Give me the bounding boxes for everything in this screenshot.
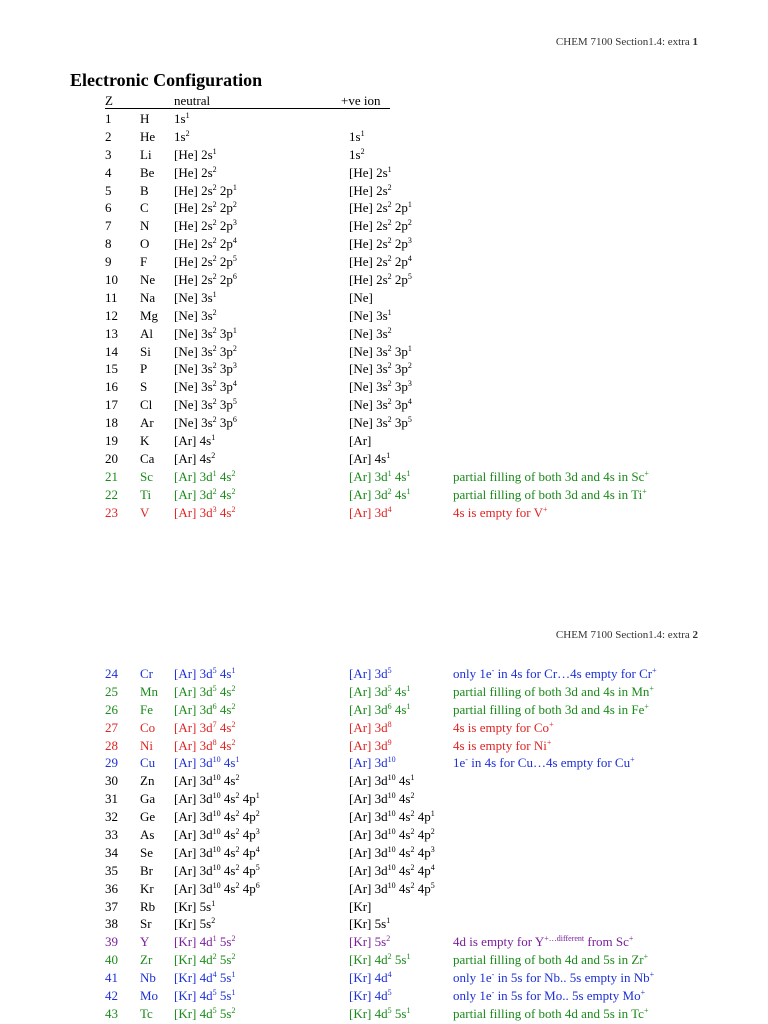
cell-ion-config: [Ar] $3d^5$ <box>349 666 392 681</box>
table-row <box>0 772 768 790</box>
table-row <box>0 289 768 307</box>
table-row <box>0 701 768 719</box>
table-row <box>0 360 768 378</box>
table-row <box>0 253 768 271</box>
cell-symbol: Br <box>140 862 153 878</box>
config-table-page-1 <box>0 110 768 521</box>
cell-neutral-config: [Ar] $3d^{10}$ $4s^2$ $4p^5$ <box>174 862 260 878</box>
cell-z: 33 <box>105 827 118 843</box>
cell-ion-config: [Ne] $3s^2$ $3p^5$ <box>349 415 412 431</box>
cell-symbol: Ti <box>140 486 152 502</box>
cell-neutral-config: [Kr] $4d^1$ $5s^2$ <box>174 934 236 950</box>
cell-neutral-config: [He] $2s^2$ $2p^5$ <box>174 254 237 270</box>
table-row <box>0 307 768 325</box>
cell-z: 28 <box>105 737 118 753</box>
cell-neutral-config: [Kr] $5s^2$ <box>174 916 216 932</box>
cell-ion-config: [Ne] $3s^2$ $3p^2$ <box>349 361 412 377</box>
cell-neutral-config: [Kr] $5s^1$ <box>174 898 216 914</box>
cell-ion-config: [Ar] $3d^{10}$ $4s^2$ $4p^3$ <box>349 844 435 860</box>
header-text: CHEM 7100 Section1.4: extra <box>555 629 693 641</box>
cell-symbol: V <box>140 504 150 520</box>
cell-z: 2 <box>105 128 112 144</box>
cell-z: 42 <box>105 988 118 1004</box>
cell-symbol: Ge <box>140 809 156 825</box>
table-row <box>0 719 768 737</box>
page-header <box>556 629 698 641</box>
cell-ion-config: [Ne] $3s^2$ <box>349 325 392 341</box>
cell-symbol: Tc <box>140 1005 153 1021</box>
cell-note: partial filling of both 3d and 4s in Mn+ <box>453 683 654 699</box>
cell-ion-config: [Ar] $3d^{10}$ $4s^2$ $4p^4$ <box>349 862 435 878</box>
cell-ion-config: [He] $2s^1$ <box>349 164 392 180</box>
cell-z: 41 <box>105 970 118 986</box>
cell-ion-config: [He] $2s^2$ $2p^2$ <box>349 218 412 234</box>
table-row <box>0 182 768 200</box>
cell-note: only 1e- in 5s for Nb.. 5s empty in Nb+ <box>453 970 655 986</box>
cell-z: 30 <box>105 773 118 789</box>
cell-ion-config: [He] $2s^2$ $2p^5$ <box>349 272 412 288</box>
cell-ion-config: [Ar] $3d^{10}$ $4s^2$ $4p^1$ <box>349 809 435 825</box>
cell-symbol: H <box>140 111 150 126</box>
cell-note: only 1e- in 5s for Mo.. 5s empty Mo+ <box>453 988 646 1004</box>
cell-symbol: Y <box>140 934 150 950</box>
cell-z: 16 <box>105 379 118 395</box>
cell-ion-config: [Kr] $4d^2$ $5s^1$ <box>349 952 411 968</box>
cell-ion-config: [Ne] $3s^1$ <box>349 307 392 323</box>
cell-neutral-config: $1s^2$ <box>174 128 190 144</box>
cell-z: 3 <box>105 146 112 162</box>
cell-z: 21 <box>105 468 118 484</box>
cell-neutral-config: [Ne] $3s^2$ $3p^4$ <box>174 379 237 395</box>
table-row <box>0 468 768 486</box>
cell-ion-config: [Ne] <box>349 289 373 305</box>
cell-neutral-config: [Kr] $4d^2$ $5s^2$ <box>174 952 236 968</box>
cell-z: 6 <box>105 200 112 216</box>
cell-neutral-config: [Ne] $3s^1$ <box>174 289 217 305</box>
cell-z: 40 <box>105 952 118 968</box>
cell-neutral-config: [Ar] $3d^{10}$ $4s^2$ $4p^3$ <box>174 827 260 843</box>
cell-ion-config: [Kr] <box>349 898 372 914</box>
cell-ion-config: [Ne] $3s^2$ $3p^1$ <box>349 343 412 359</box>
cell-ion-config: [Ar] $3d^6$ $4s^1$ <box>349 701 411 717</box>
cell-symbol: As <box>140 827 155 843</box>
cell-neutral-config: [Ar] $4s^2$ <box>174 450 216 466</box>
table-row <box>0 862 768 880</box>
table-row <box>0 343 768 361</box>
cell-z: 36 <box>105 880 118 896</box>
table-row <box>0 933 768 951</box>
cell-neutral-config: [Ar] $3d^8$ $4s^2$ <box>174 737 236 753</box>
cell-symbol: S <box>140 379 148 395</box>
cell-z: 14 <box>105 343 118 359</box>
column-header-ion: +ve ion <box>341 93 381 108</box>
cell-symbol: K <box>140 433 150 449</box>
cell-neutral-config: [He] $2s^2$ $2p^4$ <box>174 236 237 252</box>
cell-neutral-config: [Ne] $3s^2$ <box>174 307 217 323</box>
cell-neutral-config: [Ne] $3s^2$ $3p^1$ <box>174 325 237 341</box>
header-text: CHEM 7100 Section1.4: extra <box>555 36 693 48</box>
table-row <box>0 808 768 826</box>
cell-neutral-config: [He] $2s^1$ <box>174 146 217 162</box>
table-row <box>0 199 768 217</box>
cell-symbol: F <box>140 254 148 270</box>
cell-z: 22 <box>105 486 118 502</box>
table-row <box>0 325 768 343</box>
page-header <box>556 36 698 48</box>
cell-ion-config: [Ar] $3d^5$ $4s^1$ <box>349 683 411 699</box>
cell-z: 35 <box>105 862 118 878</box>
table-row <box>0 826 768 844</box>
cell-ion-config: [He] $2s^2$ $2p^3$ <box>349 236 412 252</box>
cell-symbol: Zr <box>140 952 153 968</box>
table-row <box>0 432 768 450</box>
cell-symbol: O <box>140 236 150 252</box>
cell-neutral-config: [Ar] $3d^7$ $4s^2$ <box>174 719 236 735</box>
cell-symbol: Al <box>140 325 153 341</box>
column-headers <box>0 93 768 109</box>
cell-z: 17 <box>105 397 118 413</box>
cell-neutral-config: [Ar] $3d^{10}$ $4s^2$ $4p^2$ <box>174 809 260 825</box>
cell-symbol: Fe <box>140 701 153 717</box>
cell-ion-config: [Kr] $5s^1$ <box>349 916 391 932</box>
cell-ion-config: [Ar] $3d^1$ $4s^1$ <box>349 468 411 484</box>
cell-z: 7 <box>105 218 112 234</box>
cell-symbol: B <box>140 182 149 198</box>
cell-z: 18 <box>105 415 118 431</box>
column-header-z: Z <box>105 93 113 108</box>
cell-neutral-config: [Ar] $3d^5$ $4s^2$ <box>174 683 236 699</box>
cell-symbol: Nb <box>140 970 156 986</box>
cell-z: 38 <box>105 916 118 932</box>
cell-ion-config: [Ar] $3d^2$ $4s^1$ <box>349 486 411 502</box>
cell-neutral-config: [Kr] $4d^5$ $5s^1$ <box>174 988 236 1004</box>
cell-ion-config: [He] $2s^2$ $2p^1$ <box>349 200 412 216</box>
table-row <box>0 414 768 432</box>
table-row <box>0 271 768 289</box>
cell-symbol: Mn <box>140 683 159 699</box>
cell-z: 34 <box>105 844 118 860</box>
table-row <box>0 128 768 146</box>
cell-neutral-config: [Ar] $4s^1$ <box>174 433 216 449</box>
cell-note: 4d is empty for $Y^{+\dots different}$ from Sc+ <box>453 934 634 950</box>
table-row <box>0 951 768 969</box>
table-row <box>0 898 768 916</box>
table-row <box>0 737 768 755</box>
cell-ion-config: [Ar] <box>349 433 372 449</box>
table-row <box>0 754 768 772</box>
cell-symbol: P <box>140 361 148 377</box>
cell-symbol: Co <box>140 719 156 735</box>
cell-neutral-config: [Ne] $3s^2$ $3p^2$ <box>174 343 237 359</box>
cell-neutral-config: [Ar] $3d^{10}$ $4s^2$ $4p^4$ <box>174 844 260 860</box>
cell-z: 23 <box>105 504 118 520</box>
cell-symbol: Ni <box>140 737 153 753</box>
cell-neutral-config: [Kr] $4d^4$ $5s^1$ <box>174 970 236 986</box>
cell-symbol: Ne <box>140 272 156 288</box>
table-row <box>0 844 768 862</box>
cell-symbol: Se <box>140 844 153 860</box>
cell-ion-config: [Kr] $4d^5$ $5s^1$ <box>349 1005 411 1021</box>
cell-neutral-config: [He] $2s^2$ $2p^6$ <box>174 272 237 288</box>
cell-symbol: Rb <box>140 898 156 914</box>
table-row <box>0 164 768 182</box>
cell-z: 29 <box>105 755 118 771</box>
cell-ion-config: [Ar] $3d^{10}$ <box>349 755 396 771</box>
table-row <box>0 504 768 522</box>
cell-neutral-config: [He] $2s^2$ $2p^2$ <box>174 200 237 216</box>
cell-neutral-config: [Ne] $3s^2$ $3p^5$ <box>174 397 237 413</box>
cell-z: 10 <box>105 272 118 288</box>
cell-ion-config: $1s^2$ <box>349 146 365 162</box>
table-row <box>0 665 768 683</box>
cell-note: only 1e- in 4s for Cr…4s empty for Cr+ <box>453 666 657 681</box>
cell-symbol: Mo <box>140 988 159 1004</box>
cell-z: 32 <box>105 809 118 825</box>
cell-z: 25 <box>105 683 118 699</box>
cell-z: 39 <box>105 934 118 950</box>
cell-neutral-config: $1s^1$ <box>174 111 190 126</box>
cell-symbol: Cr <box>140 666 153 681</box>
config-table-page-2 <box>0 665 768 1023</box>
cell-neutral-config: [Ne] $3s^2$ $3p^6$ <box>174 415 237 431</box>
cell-symbol: Sc <box>140 468 153 484</box>
cell-neutral-config: [Ar] $3d^{10}$ $4s^1$ <box>174 755 240 771</box>
header-rule <box>105 108 390 109</box>
cell-ion-config: $1s^1$ <box>349 128 365 144</box>
cell-symbol: Ar <box>140 415 154 431</box>
table-row <box>0 683 768 701</box>
cell-note: 4s is empty for V+ <box>453 504 548 520</box>
cell-neutral-config: [Ar] $3d^6$ $4s^2$ <box>174 701 236 717</box>
cell-neutral-config: [Ar] $3d^5$ $4s^1$ <box>174 666 236 681</box>
cell-symbol: Mg <box>140 307 159 323</box>
cell-z: 12 <box>105 307 118 323</box>
cell-ion-config: [Ar] $3d^9$ <box>349 737 392 753</box>
cell-z: 13 <box>105 325 118 341</box>
cell-ion-config: [Ar] $3d^4$ <box>349 504 392 520</box>
cell-ion-config: [Kr] $4d^4$ <box>349 970 392 986</box>
cell-note: partial filling of both 3d and 4s in Fe+ <box>453 701 649 717</box>
table-row <box>0 969 768 987</box>
cell-neutral-config: [Ne] $3s^2$ $3p^3$ <box>174 361 237 377</box>
cell-ion-config: [Ar] $3d^{10}$ $4s^2$ $4p^5$ <box>349 880 435 896</box>
cell-ion-config: [Kr] $5s^2$ <box>349 934 391 950</box>
cell-neutral-config: [He] $2s^2$ $2p^1$ <box>174 182 237 198</box>
cell-z: 11 <box>105 289 118 305</box>
cell-symbol: Na <box>140 289 156 305</box>
table-row <box>0 450 768 468</box>
cell-ion-config: [He] $2s^2$ $2p^4$ <box>349 254 412 270</box>
cell-z: 27 <box>105 719 118 735</box>
cell-symbol: Cl <box>140 397 153 413</box>
cell-neutral-config: [Ar] $3d^2$ $4s^2$ <box>174 486 236 502</box>
cell-ion-config: [Kr] $4d^5$ <box>349 988 392 1004</box>
cell-z: 37 <box>105 898 118 914</box>
cell-ion-config: [Ar] $3d^{10}$ $4s^2$ $4p^2$ <box>349 827 435 843</box>
cell-symbol: Si <box>140 343 151 359</box>
cell-symbol: Sr <box>140 916 152 932</box>
cell-note: partial filling of both 4d and 5s in Tc+ <box>453 1005 649 1021</box>
cell-neutral-config: [Kr] $4d^5$ $5s^2$ <box>174 1005 236 1021</box>
cell-z: 26 <box>105 701 118 717</box>
cell-ion-config: [Ar] $3d^{10}$ $4s^1$ <box>349 773 415 789</box>
cell-z: 20 <box>105 450 118 466</box>
table-row <box>0 146 768 164</box>
cell-neutral-config: [Ar] $3d^{10}$ $4s^2$ $4p^1$ <box>174 791 260 807</box>
table-row <box>0 110 768 128</box>
cell-z: 5 <box>105 182 112 198</box>
cell-neutral-config: [Ar] $3d^1$ $4s^2$ <box>174 468 236 484</box>
cell-note: partial filling of both 3d and 4s in Sc+ <box>453 468 649 484</box>
cell-ion-config: [Ne] $3s^2$ $3p^3$ <box>349 379 412 395</box>
table-row <box>0 396 768 414</box>
cell-z: 8 <box>105 236 112 252</box>
cell-note: 1e- in 4s for Cu…4s empty for Cu+ <box>453 755 635 771</box>
column-header-neutral: neutral <box>174 93 211 108</box>
cell-z: 4 <box>105 164 112 180</box>
table-row <box>0 987 768 1005</box>
cell-ion-config: [He] $2s^2$ <box>349 182 392 198</box>
cell-neutral-config: [He] $2s^2$ <box>174 164 217 180</box>
cell-symbol: Li <box>140 146 152 162</box>
cell-symbol: Ca <box>140 450 155 466</box>
cell-z: 19 <box>105 433 118 449</box>
cell-z: 31 <box>105 791 118 807</box>
cell-symbol: Be <box>140 164 155 180</box>
table-row <box>0 378 768 396</box>
cell-ion-config: [Ar] $3d^8$ <box>349 719 392 735</box>
table-row <box>0 486 768 504</box>
cell-note: 4s is empty for Ni+ <box>453 737 552 753</box>
cell-z: 15 <box>105 361 118 377</box>
cell-z: 43 <box>105 1005 118 1021</box>
table-row <box>0 235 768 253</box>
cell-symbol: Zn <box>140 773 155 789</box>
header-page-number: 1 <box>692 36 698 48</box>
cell-z: 24 <box>105 666 118 681</box>
cell-neutral-config: [Ar] $3d^{10}$ $4s^2$ <box>174 773 240 789</box>
cell-neutral-config: [Ar] $3d^3$ $4s^2$ <box>174 504 236 520</box>
cell-ion-config: [Ar] $3d^{10}$ $4s^2$ <box>349 791 415 807</box>
cell-neutral-config: [He] $2s^2$ $2p^3$ <box>174 218 237 234</box>
header-page-number: 2 <box>692 629 698 641</box>
cell-z: 1 <box>105 111 112 126</box>
table-row <box>0 790 768 808</box>
cell-ion-config: [Ne] $3s^2$ $3p^4$ <box>349 397 412 413</box>
cell-note: 4s is empty for Co+ <box>453 719 554 735</box>
cell-note: partial filling of both 3d and 4s in Ti+ <box>453 486 647 502</box>
cell-symbol: Ga <box>140 791 156 807</box>
table-row <box>0 915 768 933</box>
table-row <box>0 880 768 898</box>
cell-symbol: He <box>140 128 156 144</box>
cell-symbol: N <box>140 218 150 234</box>
cell-neutral-config: [Ar] $3d^{10}$ $4s^2$ $4p^6$ <box>174 880 260 896</box>
cell-z: 9 <box>105 254 112 270</box>
table-row <box>0 217 768 235</box>
cell-note: partial filling of both 4d and 5s in Zr+ <box>453 952 649 968</box>
page-title: Electronic Configuration <box>70 70 263 90</box>
cell-symbol: Kr <box>140 880 154 896</box>
cell-ion-config: [Ar] $4s^1$ <box>349 450 391 466</box>
cell-symbol: Cu <box>140 755 156 771</box>
cell-symbol: C <box>140 200 149 216</box>
table-row <box>0 1005 768 1023</box>
